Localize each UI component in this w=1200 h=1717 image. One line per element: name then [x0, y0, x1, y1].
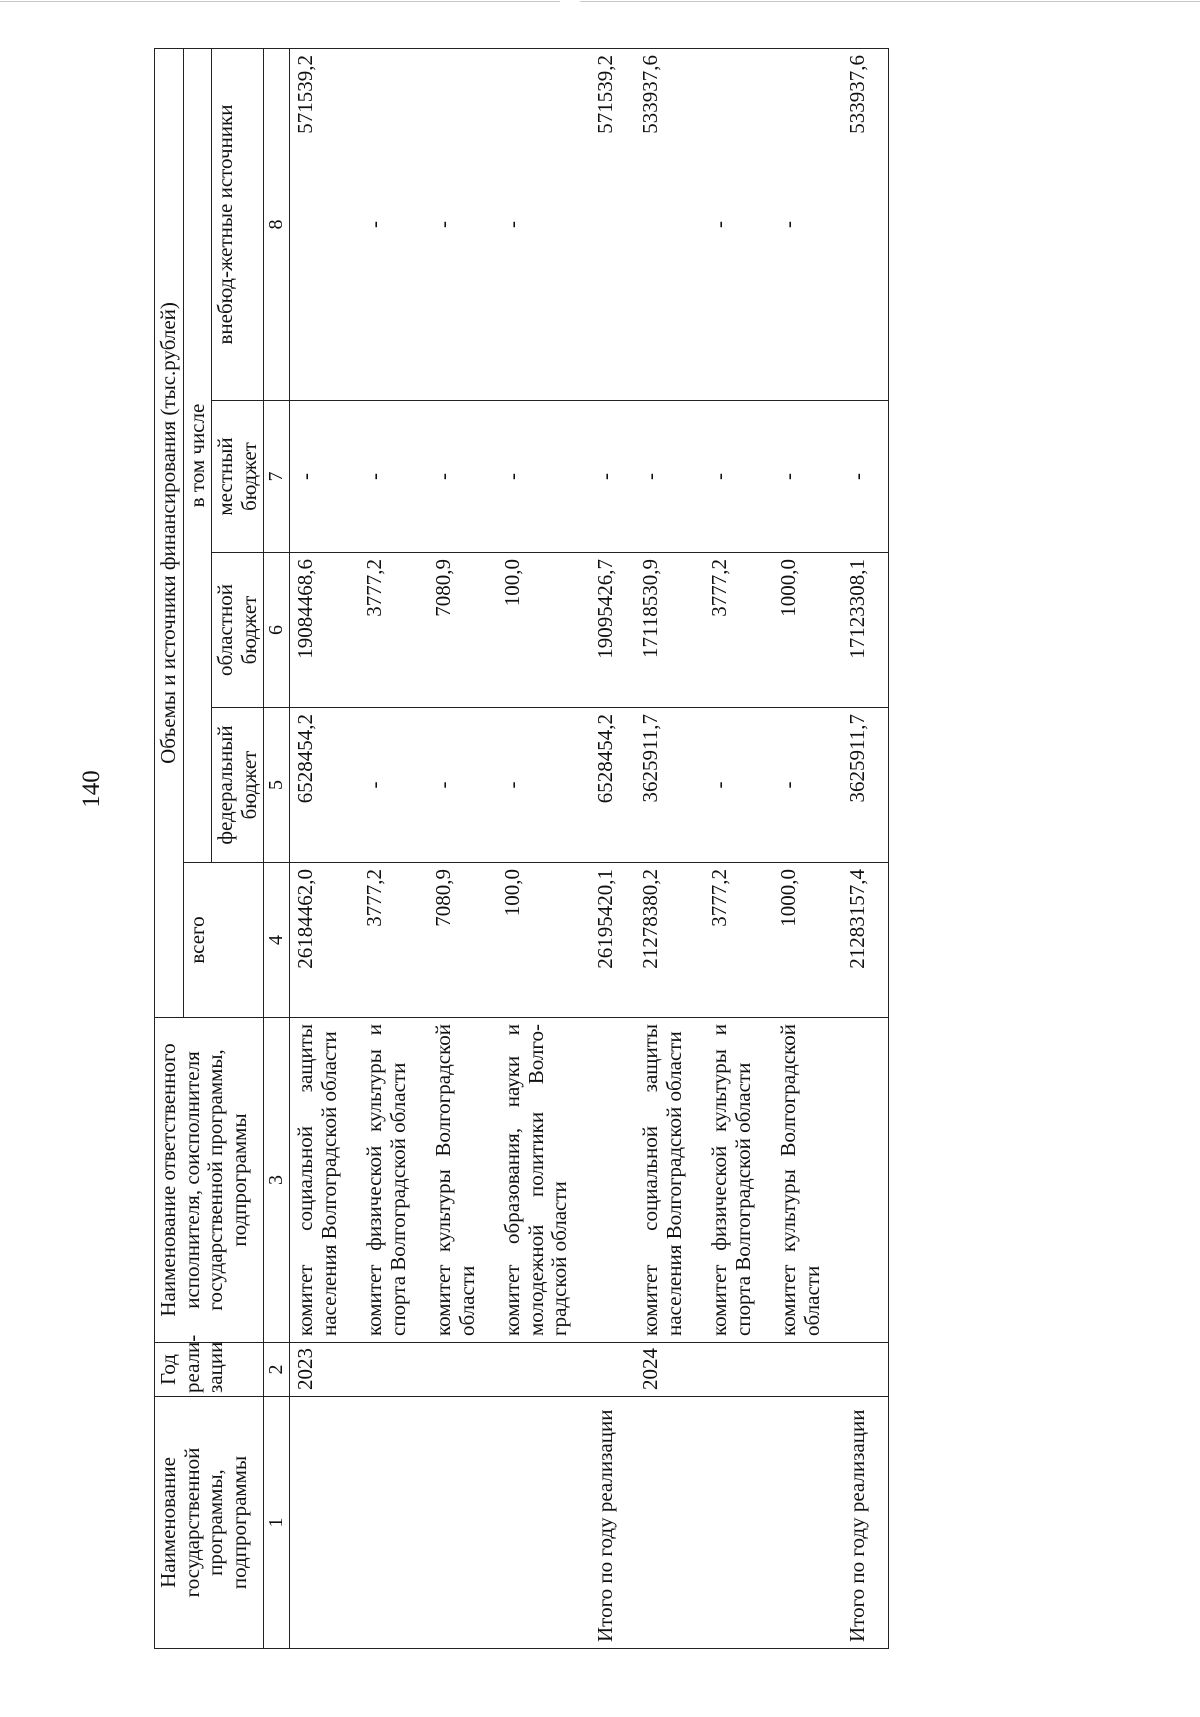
column-number: 2 — [264, 1343, 290, 1397]
cell-total: 26195420,1 — [590, 863, 636, 1018]
column-number: 1 — [264, 1397, 290, 1649]
cell-year — [497, 1343, 590, 1397]
cell-regional: 100,0 — [497, 553, 590, 708]
cell-program: Итого по году реализации — [590, 1397, 636, 1649]
funding-table — [154, 48, 889, 1649]
cell-local: - — [635, 401, 704, 553]
table-row — [290, 49, 360, 1649]
cell-regional: 17118530,9 — [635, 553, 704, 708]
cell-executor: комитет физической культуры и спорта Волгоградской области — [704, 1018, 773, 1343]
cell-total: 7080,9 — [428, 863, 497, 1018]
cell-program — [428, 1397, 497, 1649]
cell-local: - — [428, 401, 497, 553]
cell-extrabudget: 571539,2 — [590, 49, 636, 401]
header-total: всего — [183, 863, 264, 1018]
cell-program — [497, 1397, 590, 1649]
cell-extrabudget: - — [428, 49, 497, 401]
header-including: в том числе — [183, 49, 212, 863]
cell-regional: 3777,2 — [359, 553, 428, 708]
column-numbers-row — [264, 49, 290, 1649]
table-row — [704, 49, 773, 1649]
column-number: 4 — [264, 863, 290, 1018]
table-row — [635, 49, 704, 1649]
cell-regional: 1000,0 — [773, 553, 842, 708]
cell-federal: 6528454,2 — [290, 708, 360, 863]
cell-year — [359, 1343, 428, 1397]
cell-year — [704, 1343, 773, 1397]
cell-local: - — [842, 401, 888, 553]
cell-executor: комитет культуры Волгоградской области — [428, 1018, 497, 1343]
header-program: Наименование государственной программы, подпрограммы — [155, 1397, 264, 1649]
table-row — [428, 49, 497, 1649]
header-regional: областной бюджет — [212, 553, 264, 708]
cell-extrabudget: - — [704, 49, 773, 401]
cell-program — [290, 1397, 360, 1649]
header-local: местный бюджет — [212, 401, 264, 553]
cell-total: 100,0 — [497, 863, 590, 1018]
cell-extrabudget: 533937,6 — [842, 49, 888, 401]
cell-federal: 6528454,2 — [590, 708, 636, 863]
cell-total: 26184462,0 — [290, 863, 360, 1018]
column-number: 6 — [264, 553, 290, 708]
cell-executor: комитет культуры Волгоградской области — [773, 1018, 842, 1343]
cell-program: Итого по году реализации — [842, 1397, 888, 1649]
cell-year — [590, 1343, 636, 1397]
header-funding: Объемы и источники финансирования (тыс.рублей) — [155, 49, 184, 1018]
cell-federal: - — [497, 708, 590, 863]
cell-executor: комитет образования, науки и молодежной политики Волго-градской области — [497, 1018, 590, 1343]
table-row — [773, 49, 842, 1649]
cell-executor: комитет социальной защиты населения Волгоградской области — [290, 1018, 360, 1343]
column-number: 3 — [264, 1018, 290, 1343]
cell-extrabudget: 571539,2 — [290, 49, 360, 401]
cell-local: - — [590, 401, 636, 553]
table-row — [842, 49, 888, 1649]
cell-federal: - — [773, 708, 842, 863]
table-row — [590, 49, 636, 1649]
cell-year: 2023 — [290, 1343, 360, 1397]
cell-federal: 3625911,7 — [635, 708, 704, 863]
cell-program — [773, 1397, 842, 1649]
cell-total: 1000,0 — [773, 863, 842, 1018]
header-executor: Наименование ответственного исполнителя, соисполнителя государственной программы, подпрограммы — [155, 1018, 264, 1343]
table-body — [290, 49, 889, 1649]
cell-federal: 3625911,7 — [842, 708, 888, 863]
cell-total: 3777,2 — [359, 863, 428, 1018]
cell-executor — [842, 1018, 888, 1343]
cell-executor: комитет физической культуры и спорта Волгоградской области — [359, 1018, 428, 1343]
header-year: Год реали-зации — [155, 1343, 264, 1397]
cell-year — [842, 1343, 888, 1397]
cell-year: 2024 — [635, 1343, 704, 1397]
cell-regional: 3777,2 — [704, 553, 773, 708]
cell-year — [773, 1343, 842, 1397]
cell-local: - — [704, 401, 773, 553]
column-number: 8 — [264, 49, 290, 401]
column-number: 5 — [264, 708, 290, 863]
cell-regional: 19095426,7 — [590, 553, 636, 708]
cell-regional: 19084468,6 — [290, 553, 360, 708]
column-number: 7 — [264, 401, 290, 553]
cell-extrabudget: - — [359, 49, 428, 401]
cell-program — [635, 1397, 704, 1649]
cell-local: - — [359, 401, 428, 553]
cell-extrabudget: - — [773, 49, 842, 401]
cell-executor: комитет социальной защиты населения Волгоградской области — [635, 1018, 704, 1343]
cell-program — [359, 1397, 428, 1649]
cell-total: 21283157,4 — [842, 863, 888, 1018]
cell-executor — [590, 1018, 636, 1343]
cell-extrabudget: 533937,6 — [635, 49, 704, 401]
header-federal: федеральный бюджет — [212, 708, 264, 863]
cell-total: 3777,2 — [704, 863, 773, 1018]
table-row — [497, 49, 590, 1649]
cell-regional: 17123308,1 — [842, 553, 888, 708]
cell-regional: 7080,9 — [428, 553, 497, 708]
cell-federal: - — [428, 708, 497, 863]
cell-federal: - — [359, 708, 428, 863]
table-row — [359, 49, 428, 1649]
header-extrabudget: внебюд-жетные источники — [212, 49, 264, 401]
cell-extrabudget: - — [497, 49, 590, 401]
cell-program — [704, 1397, 773, 1649]
cell-year — [428, 1343, 497, 1397]
cell-total: 21278380,2 — [635, 863, 704, 1018]
cell-federal: - — [704, 708, 773, 863]
cell-local: - — [290, 401, 360, 553]
page-number: 140 — [78, 770, 105, 808]
cell-local: - — [497, 401, 590, 553]
cell-local: - — [773, 401, 842, 553]
